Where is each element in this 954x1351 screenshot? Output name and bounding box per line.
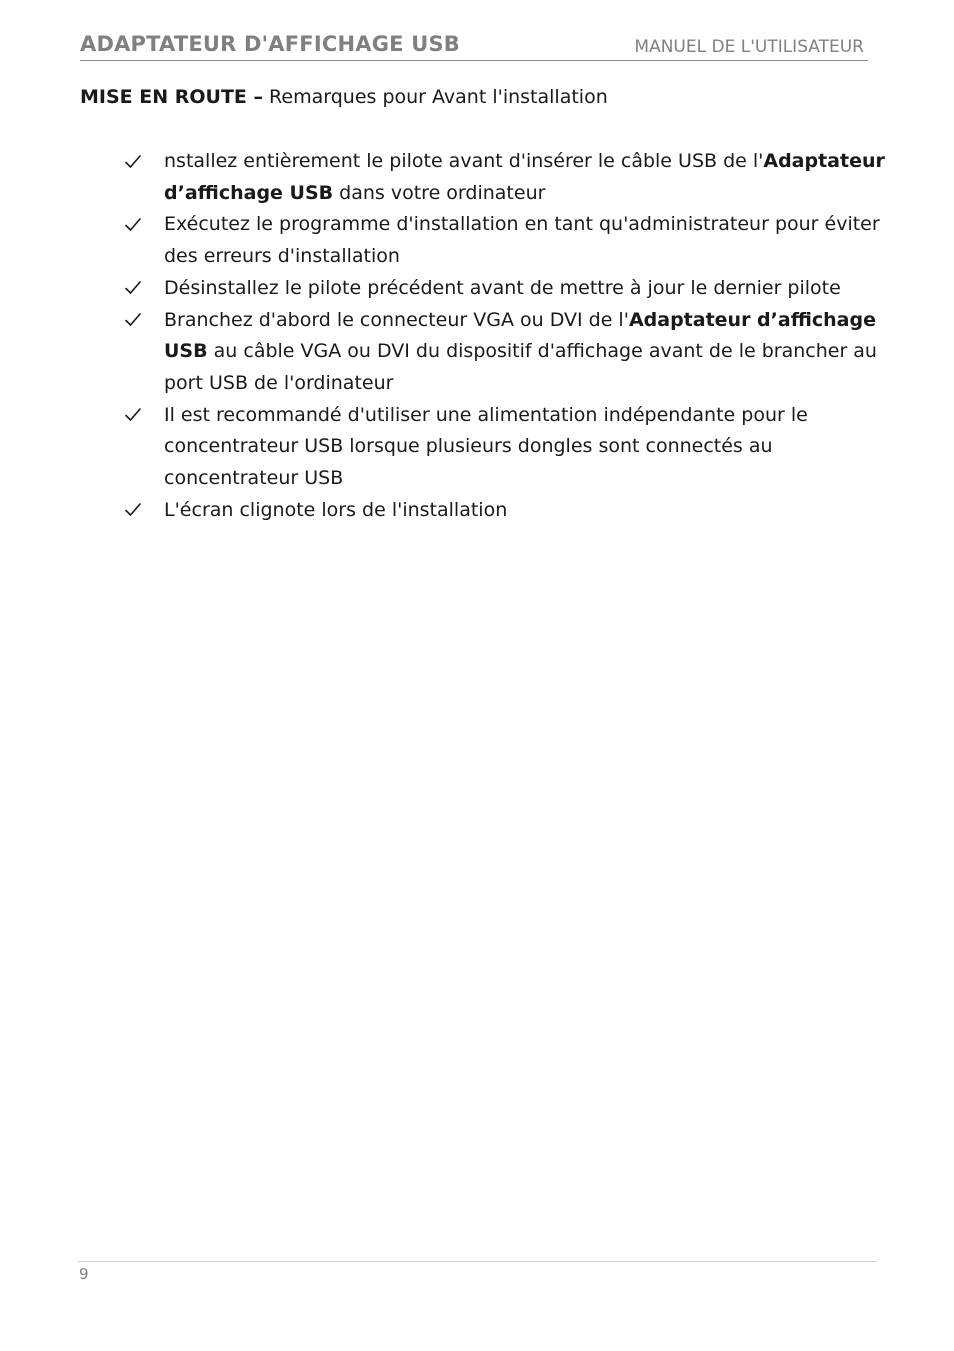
footer-divider	[78, 1261, 876, 1262]
document-subtitle: MANUEL DE L'UTILISATEUR	[634, 37, 864, 57]
item-text: Il est recommandé d'utiliser une alimentation indépendante pour le concentrateur USB lorsque plusieurs dongles sont connectés au concentrateur USB	[164, 403, 808, 490]
checklist	[124, 146, 886, 526]
page-header	[80, 32, 868, 61]
item-text: dans votre ordinateur	[333, 181, 546, 204]
checklist-item	[124, 400, 886, 495]
section-heading-text: Remarques pour Avant l'installation	[263, 86, 608, 108]
item-text: nstallez entièrement le pilote avant d'insérer le câble USB de l'	[164, 150, 764, 172]
item-text: Branchez d'abord le connecteur VGA ou DVI de l'	[164, 308, 629, 331]
document-title: ADAPTATEUR D'AFFICHAGE USB	[80, 32, 460, 56]
checkmark-icon	[124, 400, 148, 431]
product-name-bold: Adaptateur d’affichage USB	[164, 308, 876, 363]
checklist-item	[124, 273, 886, 305]
section-heading	[80, 86, 608, 108]
item-text: au câble VGA ou DVI du dispositif d'affichage avant de le brancher au port USB de l'ordinateur	[164, 340, 877, 394]
checkmark-icon	[124, 495, 148, 526]
checklist-item	[124, 209, 886, 272]
checkmark-icon	[124, 305, 148, 336]
checklist-item	[124, 305, 886, 400]
product-name-bold: Adaptateur d’affichage USB	[164, 150, 885, 204]
item-text: L'écran clignote lors de l'installation	[164, 498, 508, 521]
checkmark-icon	[124, 209, 148, 240]
checkmark-icon	[124, 273, 148, 304]
checkmark-icon	[124, 146, 148, 177]
checklist-item	[124, 146, 886, 209]
checklist-item	[124, 495, 886, 527]
item-text: Désinstallez le pilote précédent avant de mettre à jour le dernier pilote	[164, 276, 841, 299]
page-number: 9	[79, 1265, 89, 1283]
item-text: Exécutez le programme d'installation en tant qu'administrateur pour éviter des erreurs d'installation	[164, 213, 880, 268]
section-heading-bold: MISE EN ROUTE –	[80, 86, 264, 108]
